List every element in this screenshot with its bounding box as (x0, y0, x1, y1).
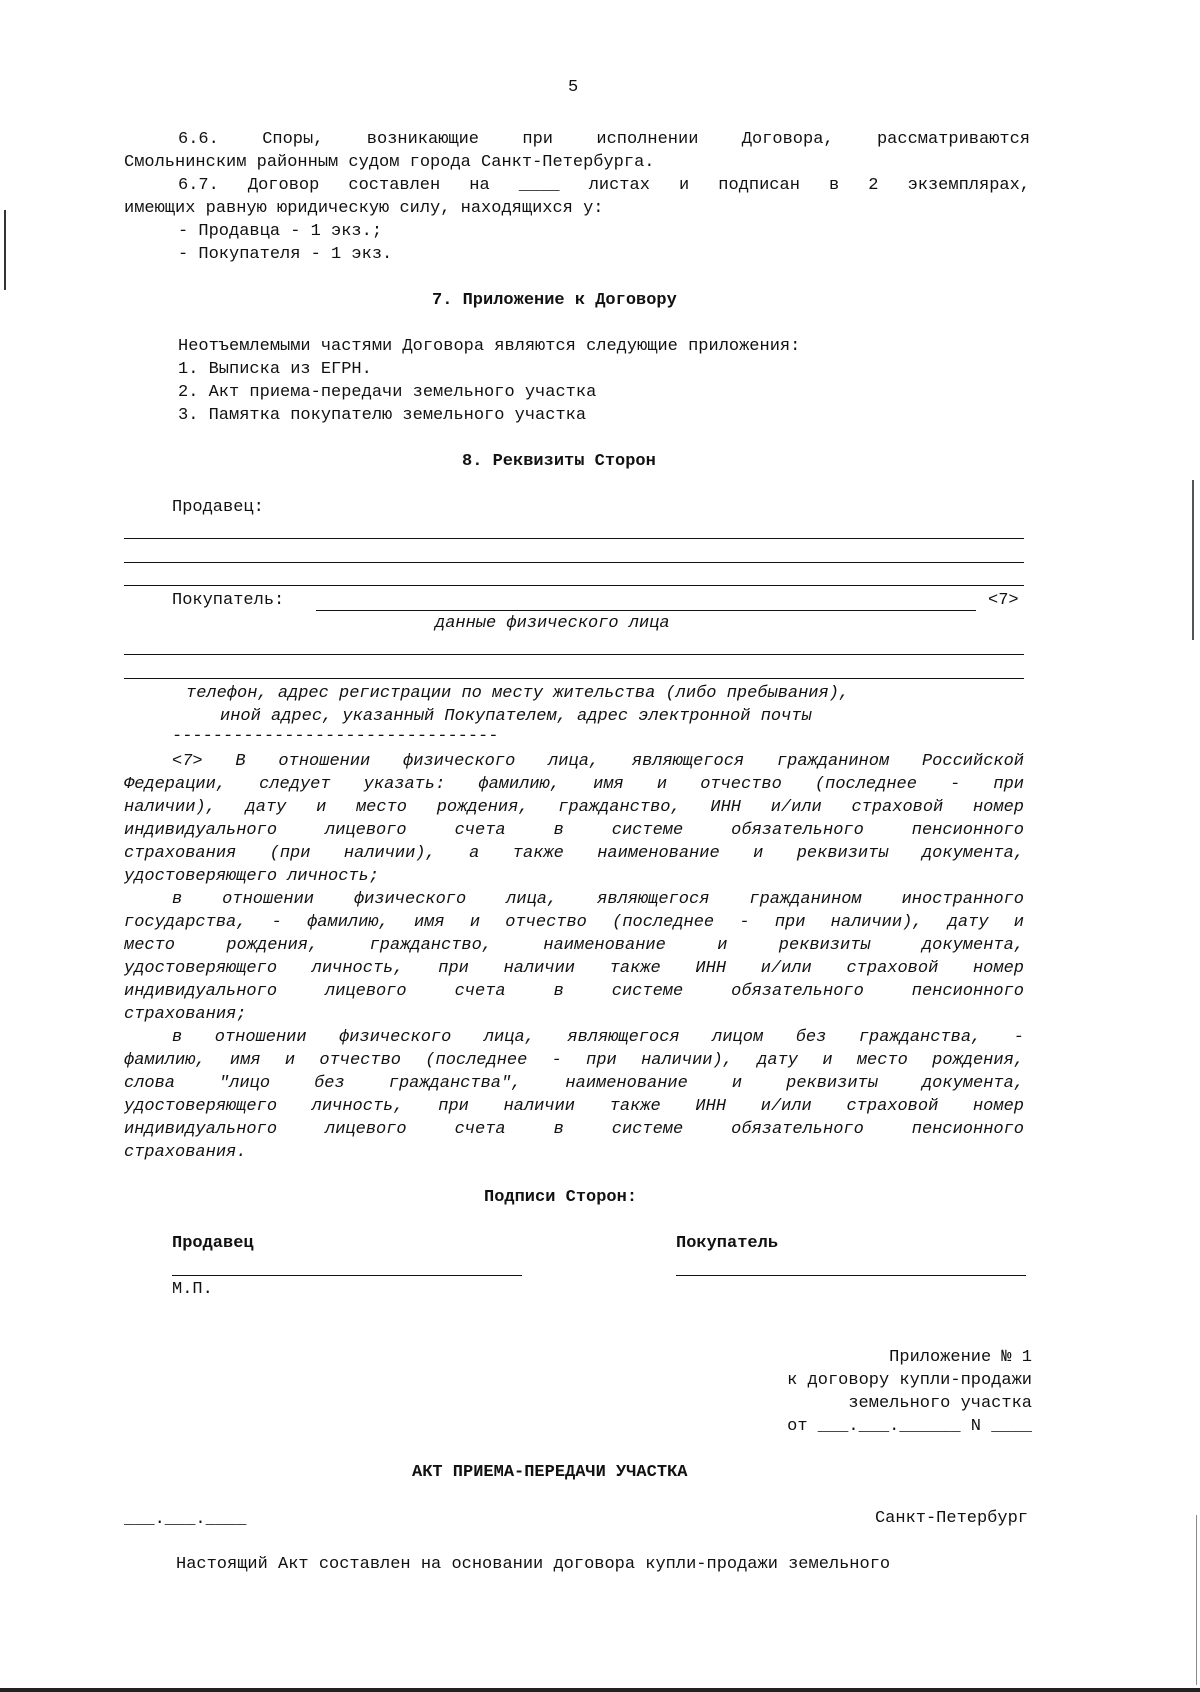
contact-caption-1: телефон, адрес регистрации по месту жительства (либо пребывания), (186, 684, 850, 703)
contact-line-2 (124, 678, 1024, 679)
seller-line-1 (124, 538, 1024, 539)
buyer-line (316, 610, 976, 611)
footnote-line: фамилию, имя и отчество (последнее - при наличии), дату и место рождения, (124, 1051, 1024, 1070)
stamp-placeholder: М.П. (172, 1280, 213, 1299)
copy-buyer: - Покупателя - 1 экз. (178, 245, 393, 264)
footnote-line: удостоверяющего личность, при наличии также ИНН и/или страховой номер (124, 1097, 1024, 1116)
footnote-line: индивидуального лицевого счета в системе обязательного пенсионного (124, 982, 1024, 1001)
clause-6-7-line-1: 6.7. Договор составлен на ____ листах и подписан в 2 экземплярах, (178, 176, 1030, 195)
clause-6-6-line-1: 6.6. Споры, возникающие при исполнении Договора, рассматриваются (178, 130, 1030, 149)
footnote-line: в отношении физического лица, являющегося лицом без гражданства, - (172, 1028, 1024, 1047)
seller-line-2 (124, 562, 1024, 563)
footnote-separator: -------------------------------- (172, 727, 499, 746)
page-number: 5 (568, 78, 579, 97)
clause-6-6-line-2: Смольнинским районным судом города Санкт-Петербурга. (124, 153, 655, 172)
footnote-line: Федерации, следует указать: фамилию, имя и отчество (последнее - при (124, 775, 1024, 794)
appendix-item: 3. Памятка покупателю земельного участка (178, 406, 587, 425)
section-8-heading: 8. Реквизиты Сторон (462, 452, 656, 471)
buyer-caption: данные физического лица (435, 614, 670, 633)
footnote-line: государства, - фамилию, имя и отчество (последнее - при наличии), дату и (124, 913, 1024, 932)
scan-edge-right (1192, 480, 1194, 640)
act-title: АКТ ПРИЕМА-ПЕРЕДАЧИ УЧАСТКА (412, 1463, 688, 1482)
appendix-land-plot: земельного участка (848, 1394, 1032, 1413)
footnote-line: страхования. (124, 1143, 247, 1162)
footnote-line: место рождения, гражданство, наименование и реквизиты документа, (124, 936, 1024, 955)
footnote-line: удостоверяющего личность, при наличии также ИНН и/или страховой номер (124, 959, 1024, 978)
footnote-ref: <7> (988, 591, 1019, 610)
appendix-item: 1. Выписка из ЕГРН. (178, 360, 372, 379)
footnote-line: в отношении физического лица, являющегося гражданином иностранного (172, 890, 1024, 909)
buyer-signature-line (676, 1275, 1026, 1276)
footnote-line: слова "лицо без гражданства", наименование и реквизиты документа, (124, 1074, 1024, 1093)
footnote-line: индивидуального лицевого счета в системе обязательного пенсионного (124, 1120, 1024, 1139)
footnote-line: наличии), дату и место рождения, гражданство, ИНН и/или страховой номер (124, 798, 1024, 817)
footnote-line: удостоверяющего личность; (124, 867, 380, 886)
appendix-contract-ref: к договору купли-продажи (787, 1371, 1032, 1390)
copy-seller: - Продавца - 1 экз.; (178, 222, 383, 241)
scan-bottom-edge (0, 1688, 1200, 1692)
appendix-number: Приложение № 1 (889, 1348, 1032, 1367)
buyer-label: Покупатель: (172, 591, 285, 610)
seller-signature-line (172, 1275, 522, 1276)
act-date-blank: ___.___.____ (124, 1510, 247, 1529)
buyer-signature-label: Покупатель (676, 1234, 779, 1253)
contact-caption-2: иной адрес, указанный Покупателем, адрес электронной почты (220, 707, 812, 726)
section-7-heading: 7. Приложение к Договору (432, 291, 677, 310)
clause-6-7-line-2: имеющих равную юридическую силу, находящихся у: (124, 199, 604, 218)
seller-signature-label: Продавец (172, 1234, 254, 1253)
seller-line-3 (124, 585, 1024, 586)
scan-edge-left (4, 210, 6, 290)
appendix-item: 2. Акт приема-передачи земельного участка (178, 383, 597, 402)
signatures-heading: Подписи Сторон: (484, 1188, 638, 1207)
appendices-intro: Неотъемлемыми частями Договора являются следующие приложения: (178, 337, 801, 356)
seller-label: Продавец: (172, 498, 264, 517)
scan-edge-right-lower (1196, 1515, 1197, 1685)
contact-line-1 (124, 654, 1024, 655)
act-body-start: Настоящий Акт составлен на основании договора купли-продажи земельного (176, 1555, 891, 1574)
act-city: Санкт-Петербург (874, 1509, 1028, 1528)
footnote-line: страхования; (124, 1005, 247, 1024)
footnote-line: страхования (при наличии), а также наименование и реквизиты документа, (124, 844, 1024, 863)
appendix-date-number: от ___.___.______ N ____ (787, 1417, 1032, 1436)
footnote-line: <7> В отношении физического лица, являющегося гражданином Российской (172, 752, 1024, 771)
footnote-line: индивидуального лицевого счета в системе обязательного пенсионного (124, 821, 1024, 840)
